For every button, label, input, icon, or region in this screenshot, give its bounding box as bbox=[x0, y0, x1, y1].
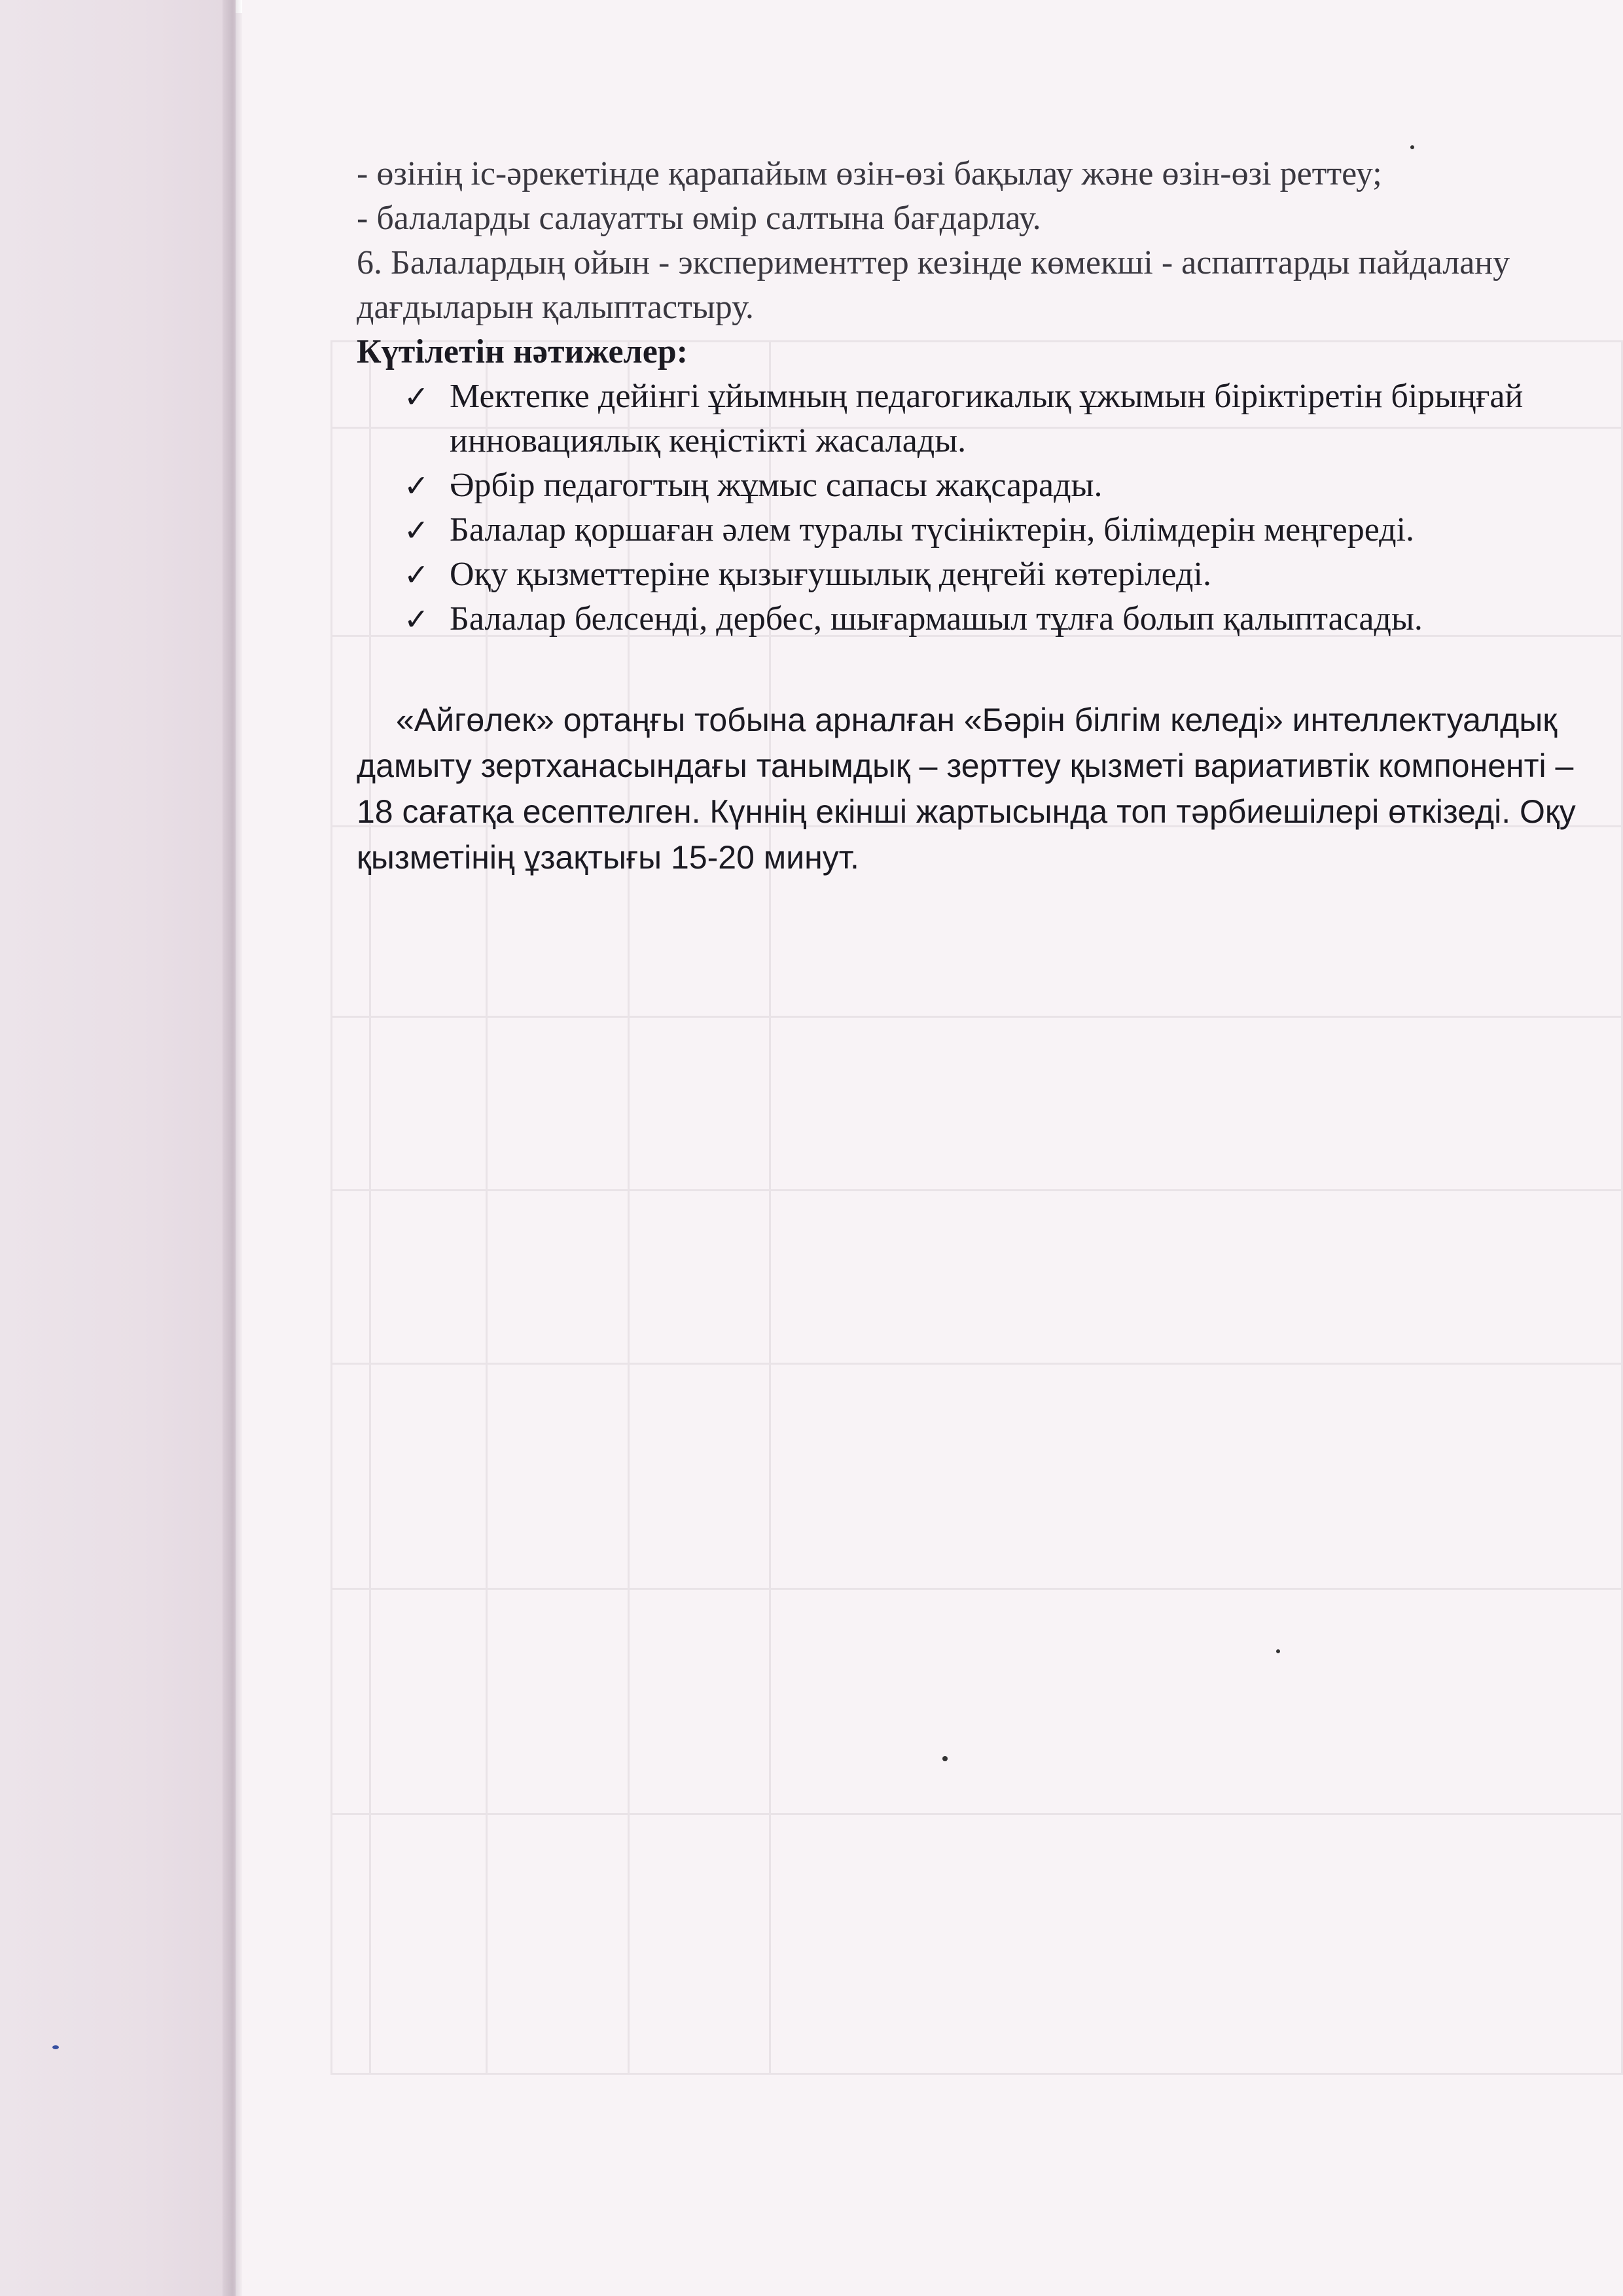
text-line: - өзінің іс-әрекетінде қарапайым өзін-өзі бақылау және өзін-өзі реттеу; bbox=[357, 155, 1382, 192]
checkmark-icon: ✓ bbox=[404, 557, 429, 592]
list-item-text: Оқу қызметтеріне қызығушылық деңгейі көтеріледі. bbox=[450, 556, 1211, 593]
document-body bbox=[357, 152, 1600, 880]
list-item-text: Әрбір педагогтың жұмыс сапасы жақсарады. bbox=[450, 467, 1103, 504]
checkmark-icon: ✓ bbox=[404, 512, 429, 548]
list-item bbox=[404, 374, 1600, 463]
text-line: - балаларды салауатты өмір салтына бағдарлау. bbox=[357, 200, 1041, 237]
list-item bbox=[404, 463, 1600, 508]
scan-speck bbox=[1276, 1649, 1280, 1653]
list-item-text: Балалар қоршаған әлем туралы түсініктерін, білімдерін меңгереді. bbox=[450, 511, 1415, 548]
list-item-text: Мектепке дейінгі ұйымның педагогикалық ұжымын біріктіретін бірыңғай инновациялық кеңістікті жасалады. bbox=[450, 378, 1524, 459]
results-heading: Күтілетін нәтижелер: bbox=[357, 333, 688, 370]
facing-page-strip bbox=[0, 0, 236, 2296]
binding-fold bbox=[223, 0, 242, 2296]
body-paragraph: «Айгөлек» ортаңғы тобына арналған «Бәрін білгім келеді» интеллектуалдық дамыту зертханасындағы танымдық – зерттеу қызметі вариативтік компоненті –18 сағатқа есептелген. Күннің екінші жартысында топ тәрбиешілері өткізеді. Оқу қызметінің ұзақтығы 15-20 минут. bbox=[357, 702, 1576, 876]
list-item bbox=[404, 508, 1600, 552]
scan-speck bbox=[52, 2045, 59, 2049]
scan-speck bbox=[942, 1756, 948, 1761]
checkmark-icon: ✓ bbox=[404, 468, 429, 503]
list-item bbox=[404, 552, 1600, 597]
list-item-text: Балалар белсенді, дербес, шығармашыл тұлға болып қалыптасады. bbox=[450, 600, 1423, 637]
scan-speck bbox=[1410, 145, 1414, 149]
list-item bbox=[404, 597, 1600, 641]
text-line: 6. Балалардың ойын - эксперименттер кезінде көмекші - аспаптарды пайдалану дағдыларын қалыптастыру. bbox=[357, 244, 1510, 326]
results-list bbox=[357, 374, 1600, 641]
checkmark-icon: ✓ bbox=[404, 601, 429, 637]
checkmark-icon: ✓ bbox=[404, 379, 429, 414]
